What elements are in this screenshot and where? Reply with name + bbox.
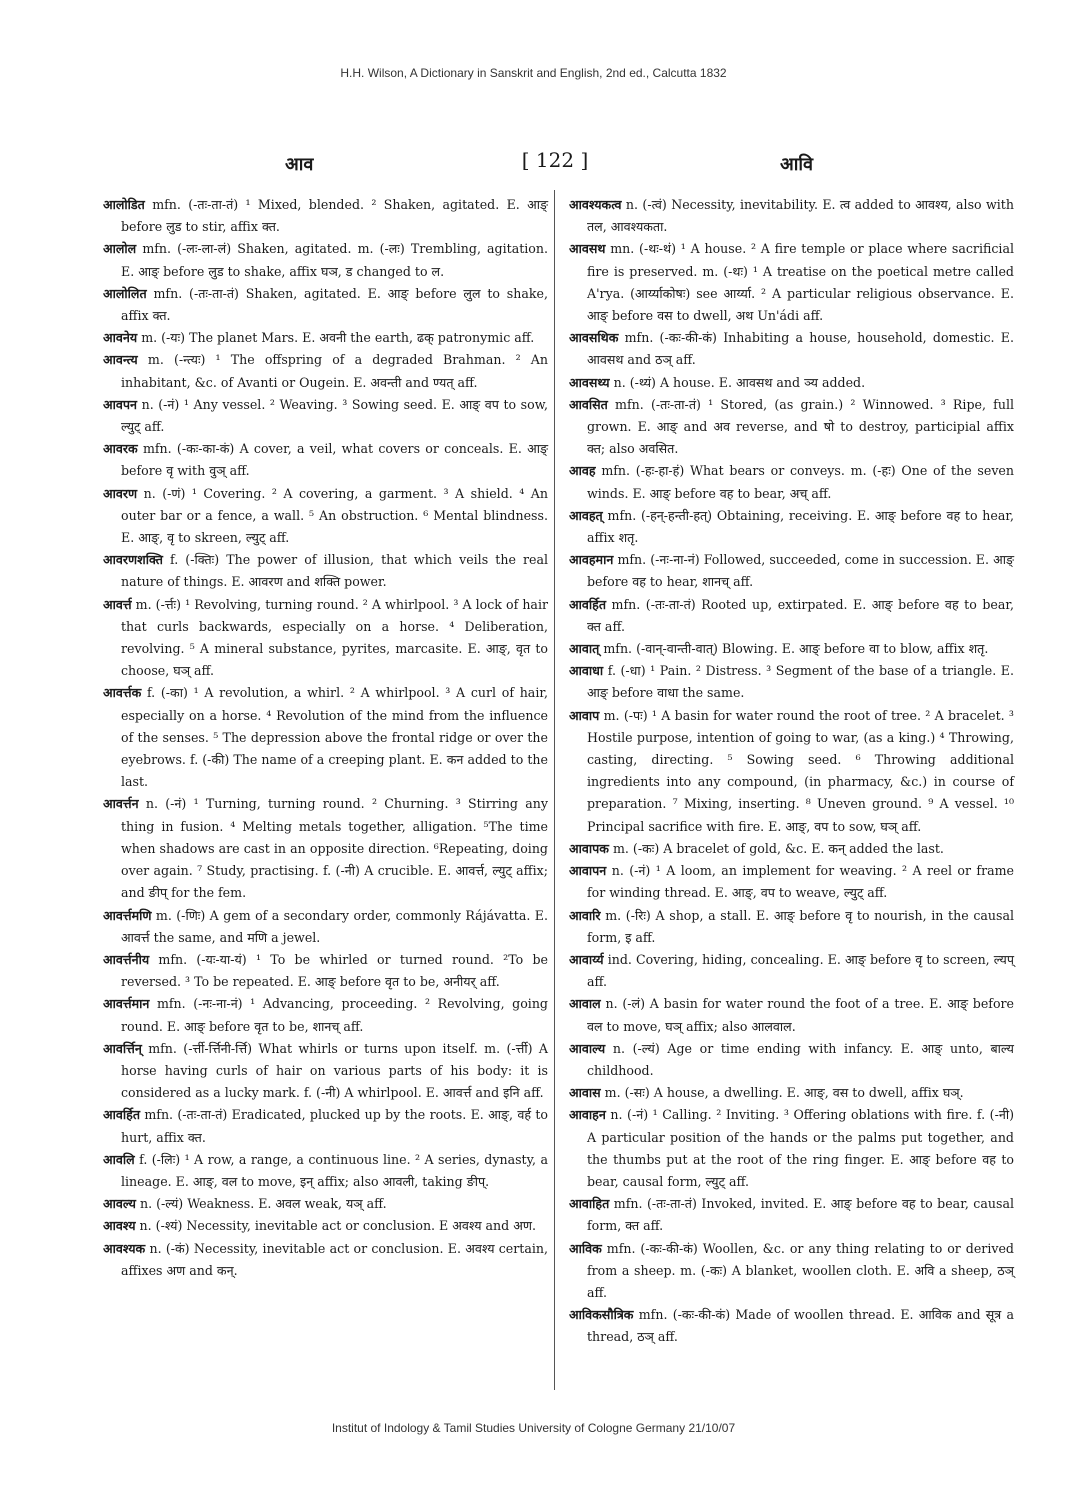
entry-headword: आवलि [103,1151,135,1167]
dictionary-entry [569,705,1014,838]
entry-headword: आवास [569,1085,601,1101]
entry-definition: m. (-र्त्तः) ¹ Revolving, turning round. ² A whirlpool. ³ A lock of hair that curls backwards, especially on a horse. ⁴ Deliberation, revolving. ⁵ A mineral substance, pyrites, marcasite. E. आङ्, वृत to choose, घञ् aff. [121,596,548,679]
dictionary-entry [569,394,1014,461]
dictionary-entry [569,1238,1014,1305]
entry-headword: आवर्हित [569,596,607,612]
entry-definition: mfn. (-कः-का-कं) A cover, a veil, what covers or conceals. E. आङ् before वृ with वुञ् aff. [121,441,548,479]
dictionary-entry [569,1082,1014,1104]
entry-headword: आलोडित [103,197,145,212]
entry-definition: n. (-थ्यं) A house. E. आवसथ and ञ्य added. [613,374,866,390]
entry-headword: आवहत् [569,507,603,523]
entry-definition: n. (-नं) ¹ Calling. ² Inviting. ³ Offering oblations with fire. f. (-नी) A particular position of the hands or the palms put together, and the thumbs put at the root of the ring finger. E. आङ् before वह to bear, causal form, ल्युट् aff. [587,1107,1014,1189]
entry-definition: f. (-धा) ¹ Pain. ² Distress. ³ Segment of the base of a triangle. E. आङ् before वाधा the same. [587,663,1014,701]
entry-headword: आवसथिक [569,330,619,346]
entry-definition: ind. Covering, hiding, concealing. E. आङ् before वृ to screen, ल्यप् aff. [587,951,1014,990]
dictionary-entry [103,438,548,482]
entry-headword: आवाप [569,707,600,723]
entry-headword: आवनेय [103,330,138,346]
entry-definition: mfn. (-कः-की-कं) Woollen, &c. or any thing relating to or derived from a sheep. m. (-कः) A blanket, woollen cloth. E. अवि a sheep, ठञ् aff. [587,1240,1014,1300]
dictionary-entry [569,860,1014,904]
entry-definition: mfn. (-कः-की-कं) Made of woollen thread. E. आविक and सूत्र a thread, ठञ् aff. [587,1307,1014,1345]
running-head [90,148,1020,178]
entry-definition: mfn. (-तः-ता-तं) Shaken, agitated. E. आङ् before लुल to shake, affix क्त. [121,285,548,324]
dictionary-entry [569,1104,1014,1193]
entry-definition: f. (-का) ¹ A revolution, a whirl. ² A whirlpool. ³ A curl of hair, especially on a horse. ⁴ Revolution of the mind from the influence of the senses. ⁵ The depression above the frontal ridge or over the eyebrows. f. (-की) The name of a creeping plant. E. कन added to the last. [121,685,548,790]
dictionary-entry [569,238,1014,327]
entry-headword: आवसथ्य [569,374,610,390]
dictionary-entry [569,505,1014,549]
entry-definition: n. (-नं) ¹ Turning, turning round. ² Churning. ³ Stirring any thing in fusion. ⁴ Melting metals together, alligation. ⁵The time when shadows are cast in an opposite direction. ⁶Repeating, doing over again. ⁷ Study, practising. f. (-नी) A crucible. E. आवर्त्त, ल्युट् affix; and ङीप् for the fem. [121,796,548,901]
entry-headword: आविकसौत्रिक [569,1307,634,1323]
dictionary-entry [103,349,548,393]
entry-definition: n. (-कं) Necessity, inevitable act or conclusion. E. अवश्य certain, affixes अण and कन्. [121,1240,548,1278]
dictionary-entry [569,549,1014,593]
entry-headword: आवसथ [569,241,606,257]
entry-headword: आवर्त्तमणि [103,907,152,923]
dictionary-entry [103,549,548,593]
dictionary-entry [569,372,1014,394]
dictionary-entry [103,194,548,238]
dictionary-entry [103,682,548,793]
entry-headword: आवश्यक [103,1240,146,1256]
entry-headword: आवर्त्तिन् [103,1040,142,1056]
entry-definition: mfn. (-नः-ना-नं) Followed, succeeded, come in succession. E. आङ् before वह to hear, शानच् aff. [587,552,1014,590]
entry-definition: mfn. (-तः-ता-तं) Rooted up, extirpated. E. आङ् before वह to bear, क्त aff. [587,596,1014,634]
entry-definition: mfn. (-र्त्ती-र्त्तिनी-र्त्ति) What whirls or turns upon itself. m. (-र्त्ती) A horse having curls of hair on various parts of his body: it is considered as a lucky mark. f. (-नी) A whirlpool. E. आवर्त्त and इनि aff. [121,1040,548,1101]
entry-headword: आवश्य [103,1218,136,1234]
dictionary-entry [569,638,1014,660]
entry-headword: आवाधा [569,663,604,679]
dictionary-entry [103,1238,548,1282]
entry-definition: mfn. (-तः-ता-तं) ¹ Stored, (as grain.) ² Winnowed. ³ Ripe, full grown. E. आङ् and अव reverse, and षो to destroy, participial affix क्त; also अवसित. [587,396,1014,457]
dictionary-entry [569,660,1014,704]
dictionary-entry [103,283,548,327]
entry-definition: f. (-लिः) ¹ A row, a range, a continuous line. ² A series, dynasty, a lineage. E. आङ्, वल to move, इन् affix; also आवली, taking ङीप्. [121,1151,548,1189]
dictionary-entry [103,238,548,282]
dictionary-entry [569,838,1014,860]
dictionary-entry [569,905,1014,949]
entry-definition: m. (-यः) The planet Mars. E. अवनी the earth, ढक् patronymic aff. [141,330,535,346]
entry-definition: mfn. (-कः-की-कं) Inhabiting a house, household, domestic. E. आवसथ and ठञ् aff. [587,330,1014,368]
entry-definition: m. (-णिः) A gem of a secondary order, commonly Rájávatta. E. आवर्त्त the same, and मणि a jewel. [121,907,548,945]
dictionary-entry [103,1149,548,1193]
dictionary-entry [569,460,1014,504]
source-citation: H.H. Wilson, A Dictionary in Sanskrit and English, 2nd ed., Calcutta 1832 [340,66,727,80]
page-number: [ 122 ] [521,148,589,172]
digitization-credit: Institut of Indology & Tamil Studies University of Cologne Germany 21/10/07 [331,1421,736,1435]
entry-headword: आवाल [569,996,601,1012]
dictionary-entry [569,1193,1014,1237]
right-column [569,194,1014,1349]
left-column [103,194,548,1282]
dictionary-entry [103,905,548,949]
entry-definition: n. (-ल्यं) Weakness. E. अवल weak, यञ् aff. [139,1196,387,1212]
dictionary-entry [569,949,1014,993]
entry-headword: आवर्त्त [103,596,132,612]
entry-headword: आवहमान [569,552,614,568]
dictionary-entry [103,1104,548,1148]
entry-headword: आवापन [569,863,607,879]
entry-definition: m. (-पः) ¹ A basin for water round the root of tree. ² A bracelet. ³ Hostile purpose, intention of going to war, (as a king.) ⁴ Throwing, casting, directing. ⁵ Sowing seed. ⁶ Throwing additional ingredients into any compound, (in pharmacy, &c.) in course of preparation. ⁷ Mixing, inserting. ⁸ Uneven ground. ⁹ A vessel. ¹⁰ Principal sacrifice with fire. E. आङ्, वप to sow, घञ् aff. [587,707,1014,834]
entry-headword: आवर्त्तक [103,685,142,701]
entry-headword: आवात् [569,641,600,657]
dictionary-entry [569,327,1014,371]
entry-definition: f. (-क्तिः) The power of illusion, that which veils the real nature of things. E. आवरण and शक्ति power. [121,552,549,590]
entry-definition: m. (-न्त्यः) ¹ The offspring of a degraded Brahman. ² An inhabitant, &c. of Avanti or Ougein. E. अवन्ती and ण्यत् aff. [121,352,548,390]
entry-headword: आवरणशक्ति [103,552,163,568]
entry-headword: आवपन [103,396,138,412]
right-guide-word: आवि [780,154,814,175]
entry-headword: आवश्यकत्व [569,197,622,212]
dictionary-entry [103,793,548,904]
entry-headword: आवरक [103,441,138,457]
entry-definition: mfn. (-नः-ना-नं) ¹ Advancing, proceeding. ² Revolving, going round. E. आङ् before वृत to be, शानच् aff. [121,996,548,1034]
entry-headword: आवाहन [569,1107,606,1123]
left-guide-word: आव [285,154,314,175]
entry-definition: n. (-नं) ¹ A loom, an implement for weaving. ² A reel or frame for winding thread. E. आङ्, वप to weave, ल्युट् aff. [587,863,1015,901]
dictionary-entry [103,1193,548,1215]
entry-definition: mfn. (-यः-या-यं) ¹ To be whirled or turned round. ²To be reversed. ³ To be repeated. E. आङ् before वृत to be, अनीयर् aff. [121,951,548,990]
dictionary-entry [103,327,548,349]
entry-definition: m. (-कः) A bracelet of gold, &c. E. कन् added the last. [612,840,944,856]
dictionary-entry [103,1215,548,1237]
entry-definition: mfn. (-तः-ता-तं) Eradicated, plucked up by the roots. E. आङ्, वर्ह to hurt, affix क्त. [121,1107,548,1145]
entry-definition: mfn. (-हः-हा-हं) What bears or conveys. m. (-हः) One of the seven winds. E. आङ् before वह to bear, अच् aff. [587,463,1014,501]
entry-definition: n. (-लं) A basin for water round the foot of a tree. E. आङ् before वल to move, घञ् affix; also आलवाल. [587,996,1014,1034]
dictionary-entry [103,394,548,438]
entry-definition: m. (-रिः) A shop, a stall. E. आङ् before वृ to nourish, in the causal form, इ aff. [587,907,1014,945]
entry-headword: आलोलित [103,285,147,301]
entry-definition: n. (-त्वं) Necessity, inevitability. E. त्व added to आवश्य, also with तल, आवश्यकता. [587,197,1014,235]
entry-headword: आवर्त्तन [103,796,139,812]
entry-headword: आवाहित [569,1196,610,1212]
dictionary-entry [569,993,1014,1037]
dictionary-entry [103,949,548,993]
entry-definition: mfn. (-तः-ता-तं) ¹ Mixed, blended. ² Shaken, agitated. E. आङ् before लुड to stir, affix क्त. [121,197,548,235]
dictionary-entry [569,1038,1014,1082]
entry-headword: आवर्हित [103,1107,141,1123]
dictionary-entry [103,993,548,1037]
entry-headword: आवाल्य [569,1040,606,1056]
entry-definition: n. (-नं) ¹ Any vessel. ² Weaving. ³ Sowing seed. E. आङ् वप to sow, ल्युट् aff. [121,396,548,435]
entry-headword: आलोल [103,241,137,257]
entry-definition: mfn. (-हन्-हन्ती-हत्) Obtaining, receiving. E. आङ् before वह to hear, affix शतृ. [587,507,1014,546]
entry-headword: आवापक [569,840,609,856]
entry-definition: n. (-णं) ¹ Covering. ² A covering, a garment. ³ A shield. ⁴ An outer bar or a fence, a wall. ⁵ An obstruction. ⁶ Mental blindness. E. आङ्, वृ to skreen, ल्युट् aff. [121,485,548,546]
entry-definition: n. (-ल्यं) Age or time ending with infancy. E. आङ् unto, बाल्य childhood. [587,1040,1014,1078]
dictionary-entry [103,594,548,683]
entry-definition: mfn. (-वान्-वान्ती-वात्) Blowing. E. आङ् before वा to blow, affix शतृ. [603,641,989,657]
dictionary-entry [103,1038,548,1105]
entry-headword: आवरण [103,485,138,501]
entry-definition: mn. (-थः-थं) ¹ A house. ² A fire temple or place where sacrificial fire is preserved. m. (-थः) ¹ A treatise on the poetical metre called A'rya. (आर्य्याकोषः) see आर्य्या. ² A particular religious observance. E. आङ् before वस to dwell, अथ Un'ádi aff. [587,241,1014,324]
entry-headword: आवार्य्य [569,951,604,967]
entry-headword: आवल्य [103,1196,136,1212]
entry-headword: आवन्त्य [103,352,138,368]
entry-headword: आविक [569,1240,602,1256]
entry-definition: mfn. (-तः-ता-तं) Invoked, invited. E. आङ् before वह to bear, causal form, क्त aff. [587,1196,1014,1234]
column-divider [554,190,555,1390]
entry-headword: आवर्त्तनीय [103,951,150,967]
entry-headword: आवर्त्तमान [103,996,150,1012]
dictionary-entry [103,483,548,550]
entry-headword: आवसित [569,396,608,412]
entry-headword: आवह [569,463,596,479]
entry-definition: mfn. (-लः-ला-लं) Shaken, agitated. m. (-लः) Trembling, agitation. E. आङ् before लुड to shake, affix घञ, ड changed to ल. [121,241,548,279]
entry-definition: m. (-सः) A house, a dwelling. E. आङ्, वस to dwell, affix घञ्. [604,1085,964,1101]
dictionary-entry [569,1304,1014,1348]
dictionary-entry [569,594,1014,638]
dictionary-entry [569,194,1014,238]
entry-definition: n. (-श्यं) Necessity, inevitable act or conclusion. E अवश्य and अण. [139,1218,536,1234]
entry-headword: आवारि [569,907,601,923]
